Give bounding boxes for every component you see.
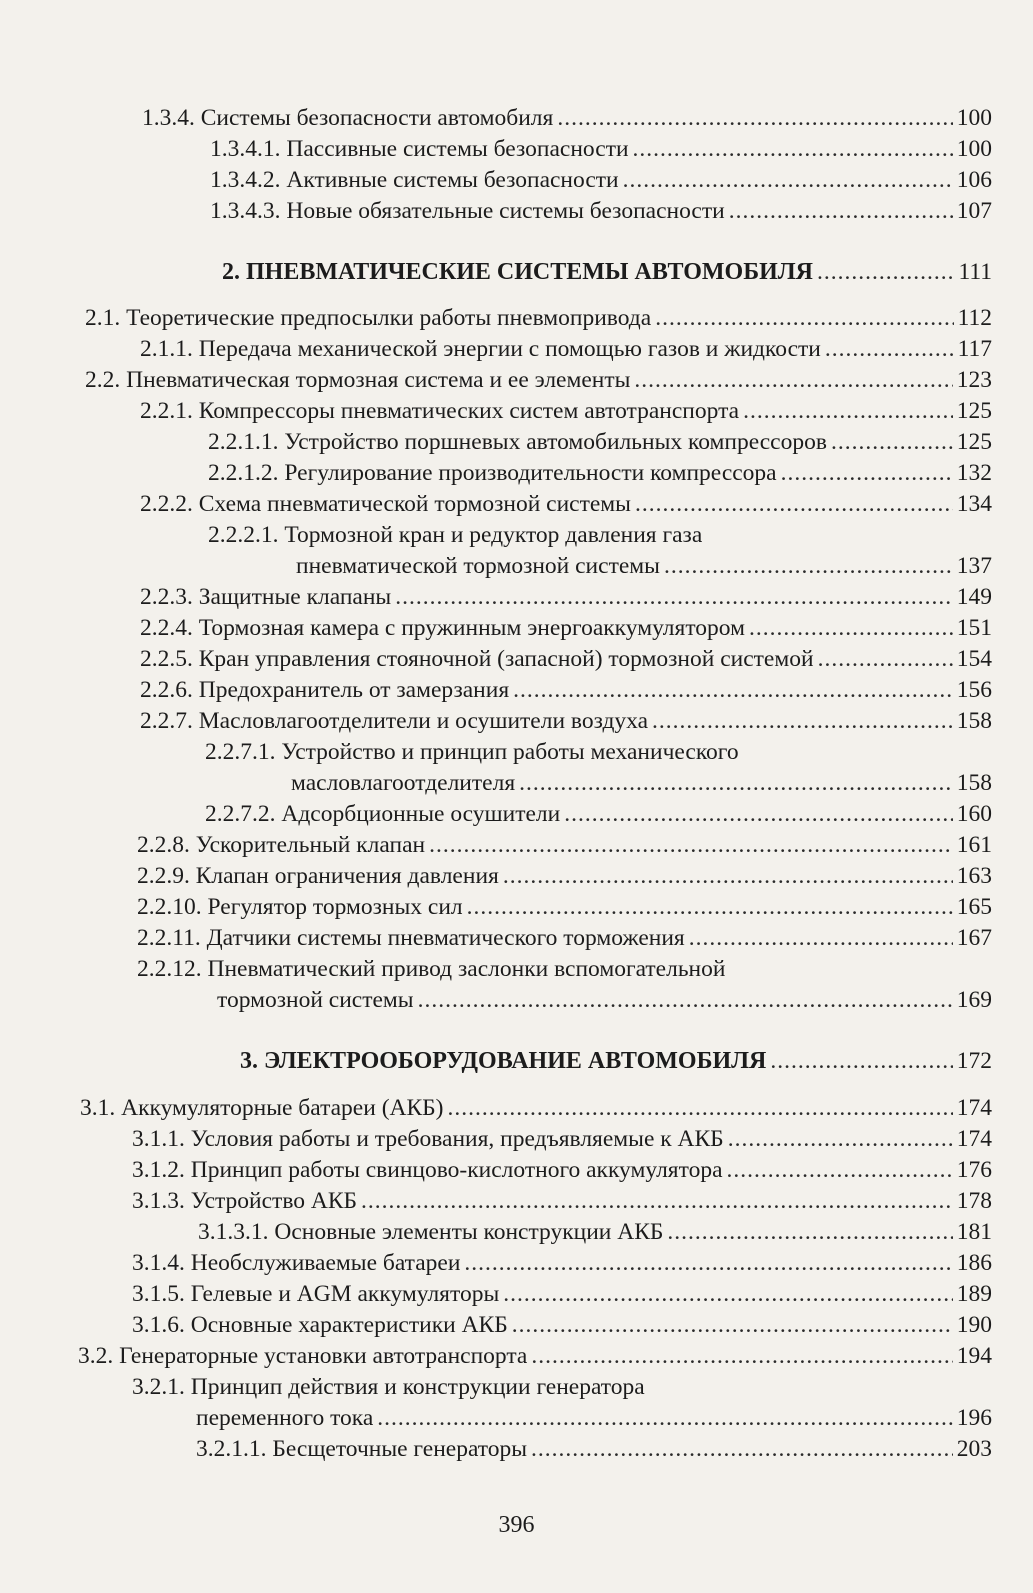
- toc-entry: [296, 552, 992, 580]
- toc-title: 2.2.1.1. Устройство поршневых автомобильных компрессоров: [208, 429, 827, 455]
- toc-entry: [140, 614, 992, 642]
- toc-page: 125: [956, 429, 992, 455]
- toc-page: 194: [956, 1343, 992, 1369]
- toc-title: 2.2.10. Регулятор тормозных сил: [137, 894, 463, 920]
- chapter-heading: [240, 1047, 992, 1075]
- toc-title: 2.1. Теоретические предпосылки работы пневмопривода: [85, 305, 652, 331]
- toc-title: 2.2.6. Предохранитель от замерзания: [140, 677, 510, 703]
- toc-entry: [198, 1218, 992, 1246]
- toc-title: 3.1.5. Гелевые и AGM аккумуляторы: [132, 1281, 500, 1307]
- toc-title: 3.2. Генераторные установки автотранспорта: [78, 1343, 528, 1369]
- toc-title: 2.2.1. Компрессоры пневматических систем автотранспорта: [140, 398, 740, 424]
- toc-title: 2.2.3. Защитные клапаны: [140, 584, 392, 610]
- toc-page: 123: [956, 367, 992, 393]
- toc-title: 3.2.1.1. Бесщеточные генераторы: [196, 1436, 528, 1462]
- toc-entry: [140, 490, 992, 518]
- page-number: 396: [498, 1512, 535, 1538]
- toc-page: 117: [957, 336, 992, 362]
- toc-page: 169: [956, 987, 992, 1013]
- toc-title: 2.2.7. Масловлагоотделители и осушители воздуха: [140, 708, 649, 734]
- toc-title: 2.2.5. Кран управления стояночной (запасной) тормозной системой: [140, 646, 814, 672]
- toc-page: 174: [956, 1095, 992, 1121]
- toc-page: 176: [956, 1157, 992, 1183]
- toc-page: 186: [956, 1250, 992, 1276]
- toc-title: 1.3.4.3. Новые обязательные системы безопасности: [210, 198, 725, 224]
- toc-page: 190: [956, 1312, 992, 1338]
- toc-entry: [85, 304, 992, 332]
- toc-entry: [196, 1404, 992, 1432]
- toc-page: 196: [956, 1405, 992, 1431]
- toc-title: 3.1. Аккумуляторные батареи (АКБ): [80, 1095, 444, 1121]
- toc-title: 3. ЭЛЕКТРООБОРУДОВАНИЕ АВТОМОБИЛЯ: [240, 1048, 767, 1074]
- toc-title-cont: масловлагоотделителя: [291, 770, 516, 796]
- toc-entry: [140, 335, 992, 363]
- toc-title-cont: переменного тока: [196, 1405, 374, 1431]
- toc-entry: [78, 1342, 992, 1370]
- toc-page: 174: [956, 1126, 992, 1152]
- toc-entry: [210, 135, 992, 163]
- toc-title: 1.3.4. Системы безопасности автомобиля: [142, 105, 554, 131]
- toc-title: 3.1.1. Условия работы и требования, предъявляемые к АКБ: [132, 1126, 724, 1152]
- toc-entry: [132, 1311, 992, 1339]
- toc-title: 2.2.9. Клапан ограничения давления: [137, 863, 499, 889]
- toc-page: 181: [956, 1219, 992, 1245]
- toc-page: 178: [956, 1188, 992, 1214]
- toc-title: 3.1.3. Устройство АКБ: [132, 1188, 358, 1214]
- toc-page: 165: [956, 894, 992, 920]
- toc-entry: [132, 1280, 992, 1308]
- toc-entry: [208, 428, 992, 456]
- toc-entry: [196, 1435, 992, 1463]
- toc-entry: [210, 166, 992, 194]
- toc-title: 2.2. Пневматическая тормозная система и ее элементы: [85, 367, 631, 393]
- toc-entry: [291, 769, 992, 797]
- toc-title: 3.1.3.1. Основные элементы конструкции АКБ: [198, 1219, 664, 1245]
- toc-page: 163: [956, 863, 992, 889]
- toc-entry: [140, 397, 992, 425]
- toc-page: 189: [956, 1281, 992, 1307]
- toc-page: 100: [956, 136, 992, 162]
- toc-page: 106: [956, 167, 992, 193]
- toc-entry: [137, 893, 992, 921]
- toc-page: 203: [956, 1436, 992, 1462]
- toc-page: 111: [958, 259, 992, 285]
- toc-entry-line1: 2.2.7.1. Устройство и принцип работы механического: [205, 739, 739, 765]
- toc-page: 112: [957, 305, 992, 331]
- toc-page: 158: [956, 770, 992, 796]
- toc-page: 125: [956, 398, 992, 424]
- toc-page: 158: [956, 708, 992, 734]
- toc-entry: [210, 197, 992, 225]
- toc-page: 161: [956, 832, 992, 858]
- toc-title: 1.3.4.1. Пассивные системы безопасности: [210, 136, 629, 162]
- toc-title: 2.2.1.2. Регулирование производительности компрессора: [208, 460, 777, 486]
- toc-title: 2.2.11. Датчики системы пневматического торможения: [137, 925, 685, 951]
- toc-page: 132: [956, 460, 992, 486]
- toc-page: 156: [956, 677, 992, 703]
- toc-title: 3.1.2. Принцип работы свинцово-кислотного аккумулятора: [132, 1157, 723, 1183]
- toc-entry: [132, 1187, 992, 1215]
- toc-page: 107: [956, 198, 992, 224]
- toc-entry: [80, 1094, 992, 1122]
- toc-entry: [217, 986, 992, 1014]
- toc-entry: [208, 459, 992, 487]
- toc-page: 172: [956, 1048, 992, 1074]
- toc-page: 167: [956, 925, 992, 951]
- toc-title: 1.3.4.2. Активные системы безопасности: [210, 167, 619, 193]
- toc-entry: [137, 862, 992, 890]
- toc-entry-line1: 2.2.2.1. Тормозной кран и редуктор давления газа: [208, 522, 703, 548]
- toc-title: 2.2.2. Схема пневматической тормозной системы: [140, 491, 631, 517]
- toc-page: 160: [956, 801, 992, 827]
- toc-entry: [140, 676, 992, 704]
- toc-entry: [85, 366, 992, 394]
- toc-entry: [132, 1249, 992, 1277]
- toc-entry: [140, 583, 992, 611]
- toc-entry: [137, 831, 992, 859]
- toc-title-cont: пневматической тормозной системы: [296, 553, 660, 579]
- toc-title: 3.1.6. Основные характеристики АКБ: [132, 1312, 508, 1338]
- toc-page: 149: [956, 584, 992, 610]
- toc-title: 2.2.4. Тормозная камера с пружинным энергоаккумулятором: [140, 615, 745, 641]
- toc-entry: [140, 645, 992, 673]
- toc-page: 151: [956, 615, 992, 641]
- toc-title: 3.1.4. Необслуживаемые батареи: [132, 1250, 461, 1276]
- toc-entry-line1: 3.2.1. Принцип действия и конструкции генератора: [132, 1374, 645, 1400]
- toc-title-cont: тормозной системы: [217, 987, 414, 1013]
- toc-entry: [205, 800, 992, 828]
- toc-entry-line1: 2.2.12. Пневматический привод заслонки вспомогательной: [137, 956, 726, 982]
- toc-entry: [132, 1156, 992, 1184]
- toc-page: 134: [956, 491, 992, 517]
- toc-entry: [140, 707, 992, 735]
- toc-title: 2.2.8. Ускорительный клапан: [137, 832, 426, 858]
- chapter-heading: [222, 258, 992, 286]
- toc-title: 2.2.7.2. Адсорбционные осушители: [205, 801, 561, 827]
- toc-entry: [137, 924, 992, 952]
- toc-title: 2.1.1. Передача механической энергии с помощью газов и жидкости: [140, 336, 821, 362]
- toc-page: 100: [956, 105, 992, 131]
- toc-page: 154: [956, 646, 992, 672]
- toc-entry: [132, 1125, 992, 1153]
- toc-page: 137: [956, 553, 992, 579]
- toc-entry: [142, 104, 992, 132]
- toc-title: 2. ПНЕВМАТИЧЕСКИЕ СИСТЕМЫ АВТОМОБИЛЯ: [222, 259, 813, 285]
